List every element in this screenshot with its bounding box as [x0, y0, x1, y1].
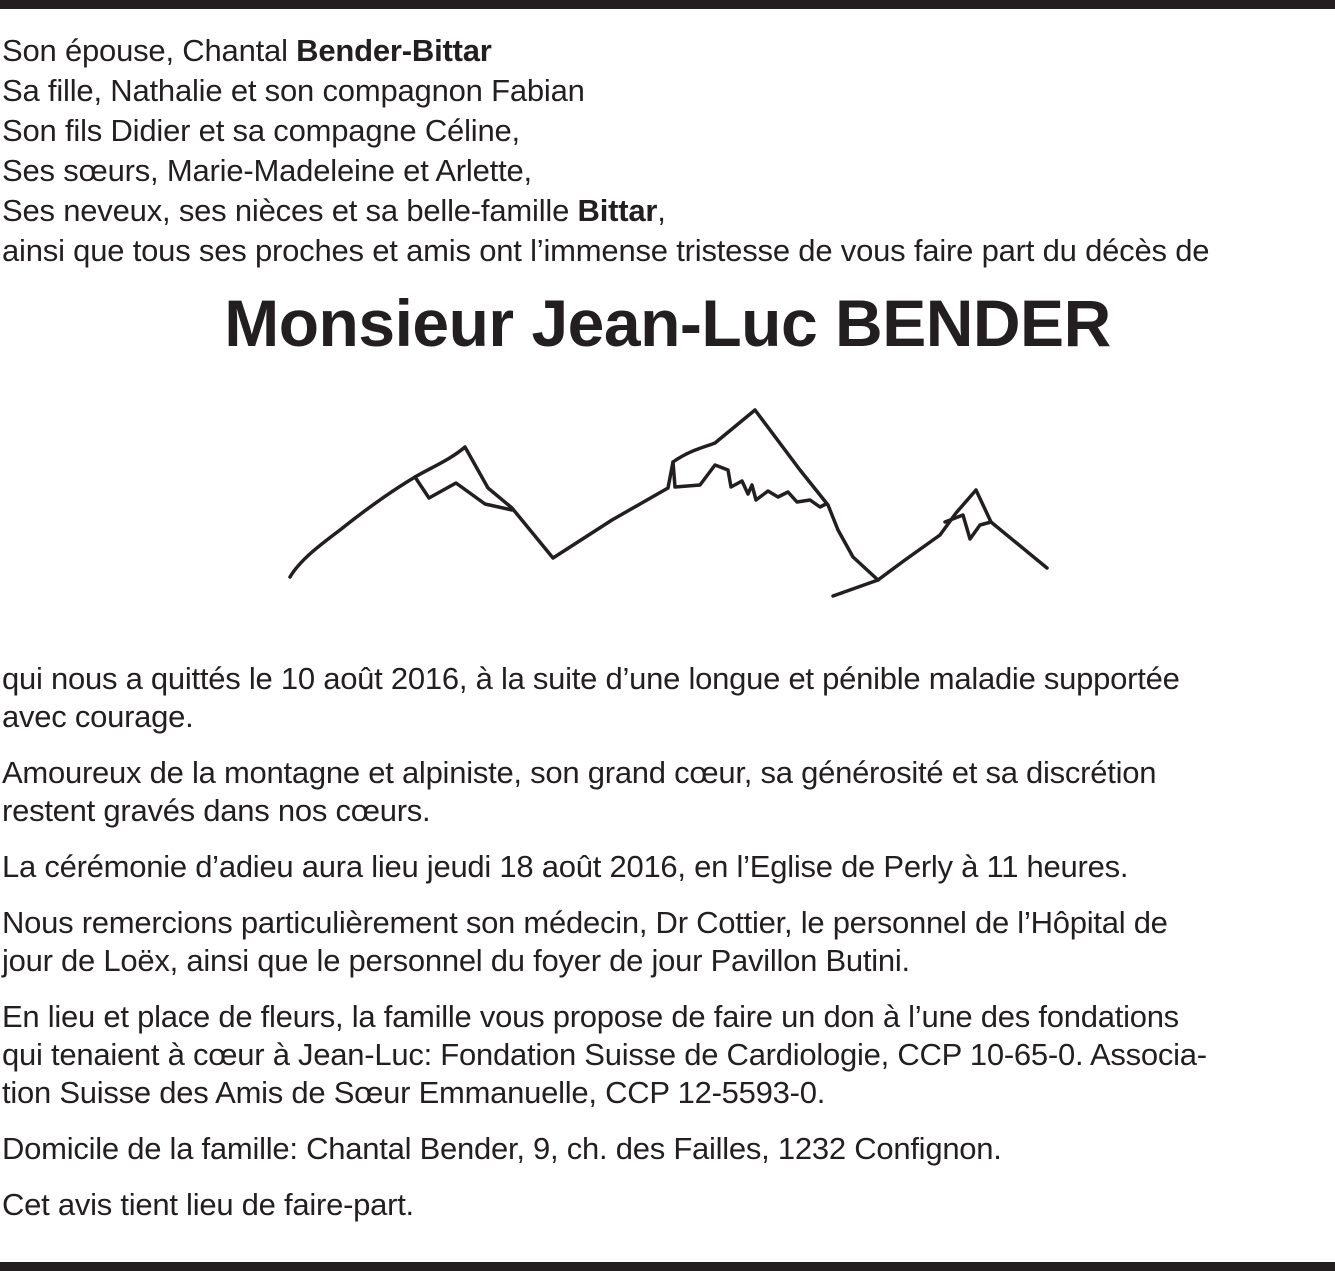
- mountains-drawing: [280, 400, 1060, 610]
- paragraph-notice: Cet avis tient lieu de faire-part.: [2, 1187, 414, 1222]
- paragraph-thanks: Nous remercions particulièrement son médecin, Dr Cottier, le personnel de l’Hôpital de jour de Loëx, ainsi que le personnel du foyer de jour Pavillon Butini.: [2, 905, 1168, 978]
- intro-line-son: Son fils Didier et sa compagne Céline,: [2, 113, 520, 148]
- paragraph-passing: qui nous a quittés le 10 août 2016, à la suite d’une longue et pénible maladie supportée avec courage.: [2, 661, 1180, 734]
- deceased-name: Monsieur Jean-Luc BENDER: [224, 286, 1111, 360]
- intro-line-sisters: Ses sœurs, Marie-Madeleine et Arlette,: [2, 153, 532, 188]
- obituary-body: [2, 660, 1334, 1242]
- paragraph-address: Domicile de la famille: Chantal Bender, 9, ch. des Failles, 1232 Confignon.: [2, 1131, 1002, 1166]
- intro-line-daughter: Sa fille, Nathalie et son compagnon Fabian: [2, 73, 585, 108]
- spouse-surname: Bender-Bittar: [296, 33, 492, 68]
- bottom-rule: [0, 1262, 1335, 1271]
- top-rule: [0, 0, 1335, 9]
- in-law-surname: Bittar: [577, 193, 658, 228]
- intro-line-relatives: Ses neveux, ses nièces et sa belle-famille Bittar,: [2, 193, 666, 228]
- paragraph-donations: En lieu et place de fleurs, la famille vous propose de faire un don à l’une des fondations qui tenaient à cœur à Jean-Luc: Fondation Suisse de Cardiologie, CCP 10-65-0. Associa- tion Suisse des Amis de Sœur Emmanuelle, CCP 12-5593-0.: [2, 999, 1207, 1110]
- paragraph-character: Amoureux de la montagne et alpiniste, son grand cœur, sa générosité et sa discrétion restent gravés dans nos cœurs.: [2, 755, 1157, 828]
- intro-line-spouse: Son épouse, Chantal Bender-Bittar: [2, 33, 492, 68]
- paragraph-ceremony: La cérémonie d’adieu aura lieu jeudi 18 août 2016, en l’Eglise de Perly à 11 heures.: [2, 849, 1129, 884]
- intro-line-announcement: ainsi que tous ses proches et amis ont l’immense tristesse de vous faire part du décès de: [2, 233, 1210, 268]
- family-announcement: [2, 31, 1332, 271]
